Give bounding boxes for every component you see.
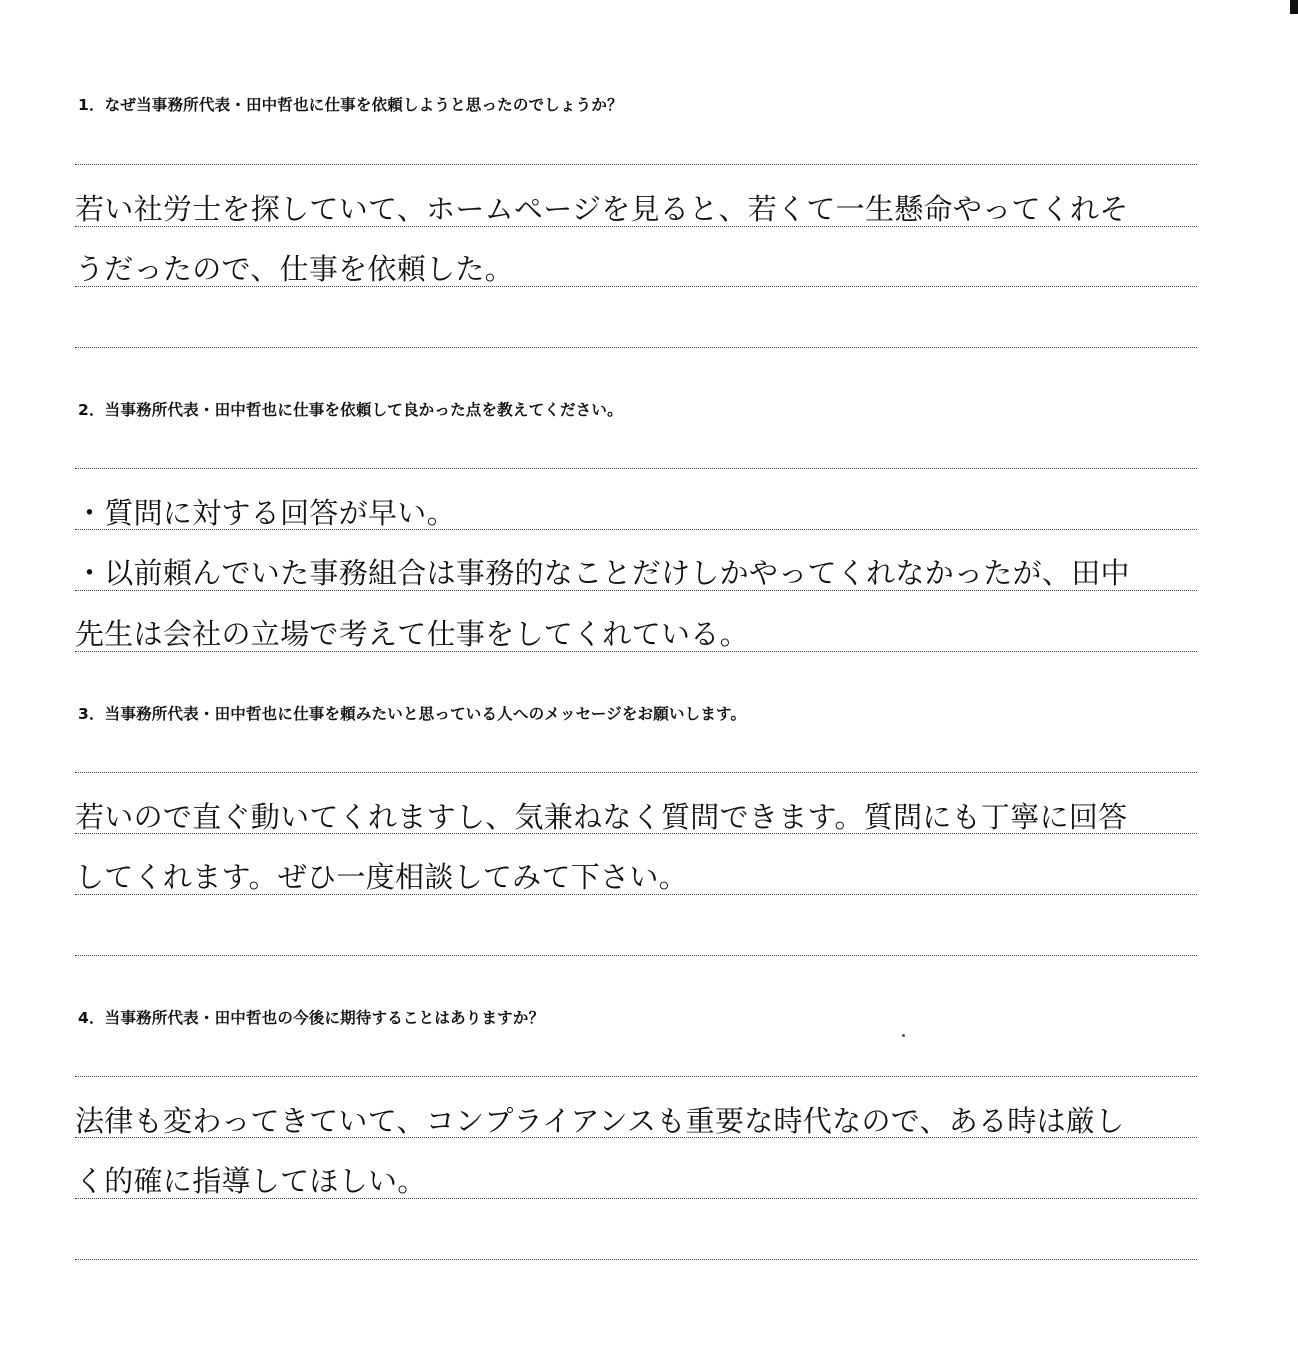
answer-4-line-1: 法律も変わってきていて、コンプライアンスも重要な時代なので、ある時は厳し [75, 1104, 1125, 1138]
ruled-line [75, 226, 1197, 227]
ruled-line [75, 1076, 1197, 1077]
answer-3-line-2: してくれます。ぜひ一度相談してみて下さい。 [75, 860, 688, 894]
answer-1-line-1: 若い社労士を探していて、ホームページを見ると、若くて一生懸命やってくれそ [75, 192, 1129, 226]
ruled-line [75, 955, 1197, 956]
ruled-line [75, 833, 1197, 834]
answer-4-line-2: く的確に指導してほしい。 [75, 1164, 427, 1198]
ruled-line [75, 286, 1197, 287]
question-1: 1．なぜ当事務所代表・田中哲也に仕事を依頼しようと思ったのでしょうか？ [78, 96, 623, 114]
answer-2-line-2: ・以前頼んでいた事務組合は事務的なことだけしかやってくれなかったが、田中 [75, 556, 1130, 590]
answer-3-line-1: 若いので直ぐ動いてくれますし、気兼ねなく質問できます。質問にも丁寧に回答 [75, 800, 1128, 834]
ruled-line [75, 772, 1197, 773]
ruled-line [75, 529, 1197, 530]
ruled-line [75, 164, 1197, 165]
answer-1-line-2: うだったので、仕事を依頼した。 [75, 252, 514, 286]
scan-edge-mark [1290, 0, 1298, 14]
answer-2-line-3: 先生は会社の立場で考えて仕事をしてくれている。 [75, 617, 749, 651]
question-4: 4．当事務所代表・田中哲也の今後に期待することはありますか？ [78, 1009, 545, 1027]
question-3: 3．当事務所代表・田中哲也に仕事を頼みたいと思っている人へのメッセージをお願いします。 [78, 705, 747, 723]
ruled-line [75, 1137, 1197, 1138]
ruled-line [75, 590, 1197, 591]
question-2: 2．当事務所代表・田中哲也に仕事を依頼して良かった点を教えてください。 [78, 401, 623, 419]
ruled-line [75, 347, 1197, 348]
ruled-line [75, 651, 1197, 652]
ruled-line [75, 468, 1197, 469]
ruled-line [75, 1259, 1197, 1260]
ruled-line [75, 1198, 1197, 1199]
scan-speck [902, 1034, 905, 1037]
ruled-line [75, 894, 1197, 895]
answer-2-line-1: ・質問に対する回答が早い。 [75, 496, 456, 530]
